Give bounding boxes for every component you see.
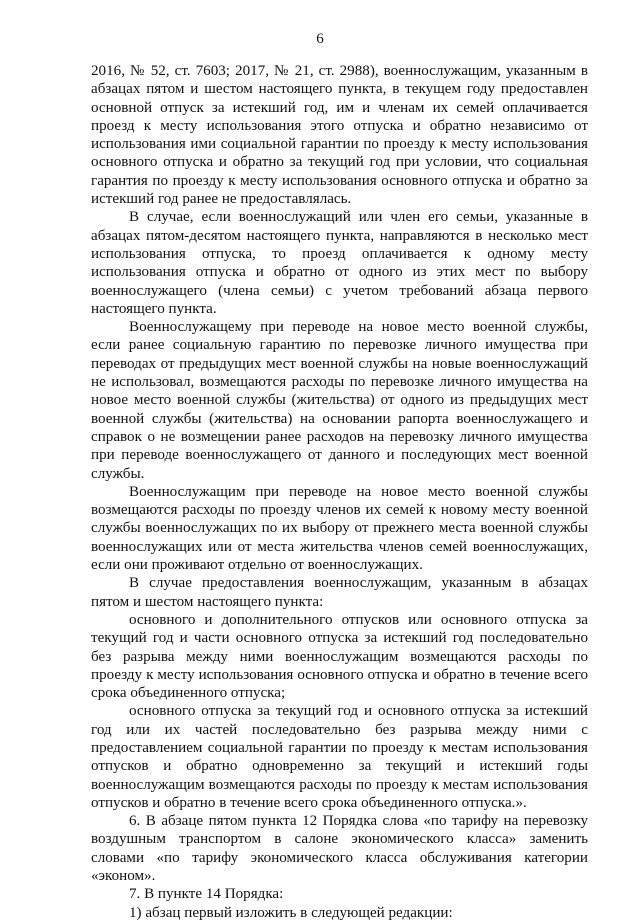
document-body: [91, 62, 588, 922]
paragraph-amendment-6: 6. В абзаце пятом пункта 12 Порядка слова «по тарифу на перевозку воздушным транспортом в салоне экономического класса» заменить словами «по тарифу экономического класса обслуживания категории «эконом».: [91, 813, 588, 885]
page-number: 6: [316, 31, 324, 47]
paragraph-multiple-destinations: В случае, если военнослужащий или член его семьи, указанные в абзацах пятом-десятом настоящего пункта, направляются в несколько мест использования отпуска, то проезд оплачивается к одному месту использования отпуска и обратно от одного из этих мест по выбору военнослужащего (члена семьи) с учетом требований абзаца первого настоящего пункта.: [91, 209, 588, 317]
paragraph-amendment-7-item-1: 1) абзац первый изложить в следующей редакции:: [129, 904, 453, 921]
paragraph-leave-case-two: основного отпуска за текущий год и основного отпуска за истекший год или их частей последовательно без разрыва между ними с предоставлением социальной гарантии по проезду к местам использования отпусков и обратно одновременно за текущий и истекший годы военнослужащим возмещаются расходы по проезду к местам использования отпусков и обратно в течение всего срока объединенного отпуска.».: [91, 703, 588, 811]
paragraph-leave-case-one: основного и дополнительного отпусков или основного отпуска за текущий год и части основного отпуска за истекший год последовательно без разрыва между ними военнослужащим возмещаются расходы по проезду к месту использования основного отпуска и обратно в течение всего срока объединенного отпуска;: [91, 611, 588, 702]
paragraph-amendment-7: 7. В пункте 14 Порядка:: [129, 886, 284, 903]
paragraph-family-travel-on-transfer: Военнослужащим при переводе на новое место военной службы возмещаются расходы по проезду членов их семей к новому месту военной службы военнослужащих по их выбору от прежнего места военной службы военнослужащих или от места жительства членов семей военнослужащих, если они проживают отдельно от военнослужащих.: [91, 483, 588, 574]
paragraph-leave-conditions-intro: В случае предоставления военнослужащим, указанным в абзацах пятом и шестом настоящего пункта:: [91, 575, 588, 610]
paragraph-personal-property-transport: Военнослужащему при переводе на новое место военной службы, если ранее социальную гарантию по перевозке личного имущества при переводах от предыдущих мест военной службы на новые военнослужащий не использовал, возмещаются расходы по перевозке личного имущества на новое место военной службы (жительства) от одного из предыдущих мест военной службы (жительства) на основании рапорта военнослужащего и справок о не возмещении ранее расходов на перевозку личного имущества при переводе военнослужащего от данного и последующих мест военной службы.: [91, 319, 588, 482]
paragraph-continuation: 2016, № 52, ст. 7603; 2017, № 21, ст. 2988), военнослужащим, указанным в абзацах пятом и шестом настоящего пункта, в текущем году предоставлен основной отпуск за истекший год, им и членам их семей оплачивается проезд к месту использования этого отпуска и обратно независимо от использования ими социальной гарантии по проезду к месту использования основного отпуска и обратно за текущий год при условии, что социальная гарантия по проезду к месту использования основного отпуска и обратно за истекший год ранее не предоставлялась.: [91, 63, 588, 208]
